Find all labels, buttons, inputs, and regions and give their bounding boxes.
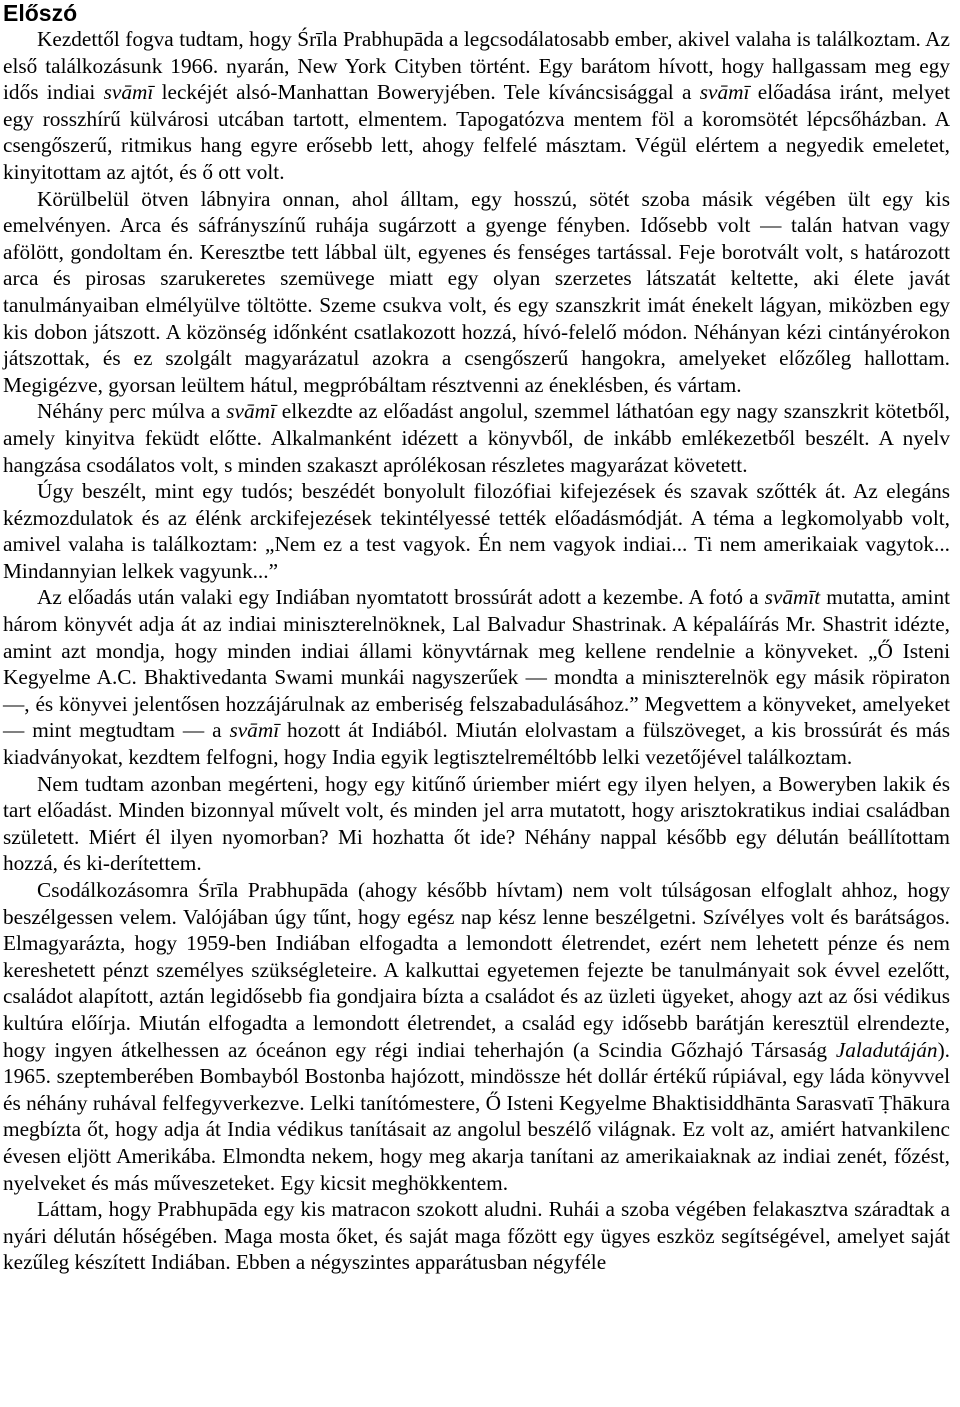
paragraph	[3, 877, 950, 1196]
text-run: mutatta, amint három könyvét adja át az indiai miniszterelnöknek, Lal Balvadur Shastrinak. A képaláírás Mr. Shastrit idézte, amint azt mondja, hogy minden indiai állami könyvtárnak meg kellene rendelnie a könyveket. „Ő Isteni Kegyelme A.C. Bhaktivedanta Swami munkái nagyszerűek — mondta a miniszterelnök egy másik röpiraton —, és könyvei jelentősen hozzájárulnak az emberiség felszabadulásához.” Megvettem a könyveket, amelyeket — mint megtudtam — a	[3, 585, 951, 743]
text-run: ). 1965. szeptemberében Bombayból Bostonba hajózott, mindössze hét dollár értékű rúpiával, egy láda könyvvel és néhány ruhával felfegyverkezve. Lelki tanítómestere, Ő Isteni Kegyelme Bhaktisiddhānta Sarasvatī Ṭhākura megbízta őt, hogy adja át India védikus tanításait az angolul beszélő világnak. Ez volt az, amiért hatvankilenc évesen eljött Amerikába. Elmondta nekem, hogy meg akarja tanítani az amerikaiaknak az indiai zenét, főzést, nyelveket és más műveszeteket. Egy kicsit meghökkentem.	[3, 1037, 950, 1195]
text-run: Nem tudtam azonban megérteni, hogy egy kitűnő úriember miért egy ilyen helyen, a Boweryben lakik és tart előadást. Minden bizonnyal művelt volt, és minden jel arra mutatott, hogy arisztokratikus indiai családban született. Miért él ilyen nyomorban? Mi hozhatta őt ide? Néhány nappal később egy délután beállítottam hozzá, és ki-derítettem.	[3, 771, 950, 876]
text-run: hozott át Indiából. Miután elolvastam a fülszöveget, a kis brossúrát és más kiadványokat, kezdtem felfogni, hogy India egyik legtisztelreméltóbb lelki vezetőjével találkoztam.	[3, 718, 951, 770]
text-run: Csodálkozásomra Śrīla Prabhupāda (ahogy később hívtam) nem volt túlságosan elfoglalt ahhoz, hogy beszélgessen velem. Valójában úgy tűnt, hogy egész nap kész lenne beszélgetni. Szívélyes volt és barátságos. Elmagyarázta, hogy 1959-ben Indiában elfogadta a lemondott életrendet, ezért nem lehetett pénze és nem kereshetett pénzt személyes szükségleteire. A kalkuttai egyetemen fejezte be tanulmányait sok évvel ezelőtt, családot alapított, aztán legidősebb fia gondjaira bízta a családot és az üzleti ügyeket, ahogy azt az ősi védikus kultúra előírja. Miután elfogadta a lemondott életrendet, a család egy idősebb barátján keresztül elrendezte, hogy ingyen átkelhessen az óceánon egy régi indiai teherhajón (a Scindia Gőzhajó Társaság	[3, 878, 950, 1062]
text-run: Láttam, hogy Prabhupāda egy kis matracon szokott aludni. Ruhái a szoba végében felakasztva száradtak a nyári délután hőségében. Maga mosta őket, és saját maga főzött egy ügyes eszköz segítségével, amelyet saját kezűleg készített Indiában. Ebben a négyszintes apparátusban négyféle	[3, 1197, 950, 1275]
paragraph	[3, 771, 950, 877]
italic-term: svāmīt	[764, 585, 821, 610]
text-run: elkezdte az előadást angolul, szemmel láthatóan egy nagy szanszkrit kötetből, amely kinyitva feküdt előtte. Alkalmanként idézett a könyvből, de inkább emlékezetből beszélt. A nyelv hangzása csodálatos volt, s minden szakaszt aprólékosan részletes magyarázat követett.	[3, 399, 950, 477]
italic-term: svāmī	[103, 80, 154, 105]
text-run: Körülbelül ötven lábnyira onnan, ahol álltam, egy hosszú, sötét szoba másik végében ült egy kis emelvényen. Arca és sáfrányszínű ruhája sugárzott a gyenge fényben. Idősebb volt — talán hatvan vagy afölött, gondoltam én. Keresztbe tett lábbal ült, egyenes és fenséges tartással. Feje borotvált volt, s határozott arca és pirosas szarukeretes szemüvege miatt egy olyan szerzetes látszatát keltette, aki élete javát tanulmányaiban elmélyülve töltötte. Szeme csukva volt, és egy szanszkrit imát énekelt lágyan, miközben egy kis dobon játszott. A közönség időnként csatlakozott hozzá, hívó-felelő módon. Néhányan kézi cintányérokon játszottak, és ez szolgált magyarázatul azokra a csengőszerű hangokra, amelyeket előzőleg hallottam. Megigézve, gyorsan leültem hátul, megpróbáltam résztvenni az éneklésben, és vártam.	[3, 186, 950, 397]
paragraph	[3, 398, 950, 478]
text-run: Kezdettől fogva tudtam, hogy Śrīla Prabhupāda a legcsodálatosabb ember, akivel valaha is találkoztam. Az első találkozásunk 1966. nyarán, New York Cityben történt. Egy barátom hívott, hogy hallgassam meg egy idős indiai	[3, 27, 950, 105]
document-body	[3, 26, 950, 1276]
paragraph	[3, 1196, 950, 1276]
text-run: Néhány perc múlva a	[37, 399, 227, 424]
italic-term: svāmī	[226, 399, 276, 424]
italic-term: svāmī	[229, 718, 280, 743]
page-title: Előszó	[3, 0, 78, 26]
paragraph	[3, 186, 950, 399]
text-run: Az előadás után valaki egy Indiában nyomtatott brossúrát adott a kezembe. A fotó a	[37, 585, 765, 610]
paragraph	[3, 584, 950, 770]
text-run: előadása iránt, melyet egy rosszhírű külvárosi utcában tartott, elmentem. Tapogatózva mentem föl a koromsötét lépcsőházban. A csengőszerű, ritmikus hang egyre erősebb lett, ahogy felfelé másztam. Végül elértem a negyedik emeletet, kinyitottam az ajtót, és ő ott volt.	[3, 80, 950, 184]
paragraph	[3, 26, 950, 186]
italic-term: Jaladutáján	[835, 1037, 938, 1062]
text-run: Úgy beszélt, mint egy tudós; beszédét bonyolult filozófiai kifejezések és szavak szőtték át. Az elegáns kézmozdulatok és az élénk arckifejezések tekintélyessé tették előadásmódját. A téma a legkomolyabb volt, amivel valaha is találkoztam: „Nem ez a test vagyok. Én nem vagyok indiai... Ti nem amerikaiak vagytok... Mindannyian lelkek vagyunk...”	[3, 479, 950, 583]
paragraph	[3, 478, 950, 584]
italic-term: svāmī	[699, 80, 750, 105]
text-run: leckéjét alsó-Manhattan Boweryjében. Tele kíváncsisággal a	[153, 80, 700, 105]
